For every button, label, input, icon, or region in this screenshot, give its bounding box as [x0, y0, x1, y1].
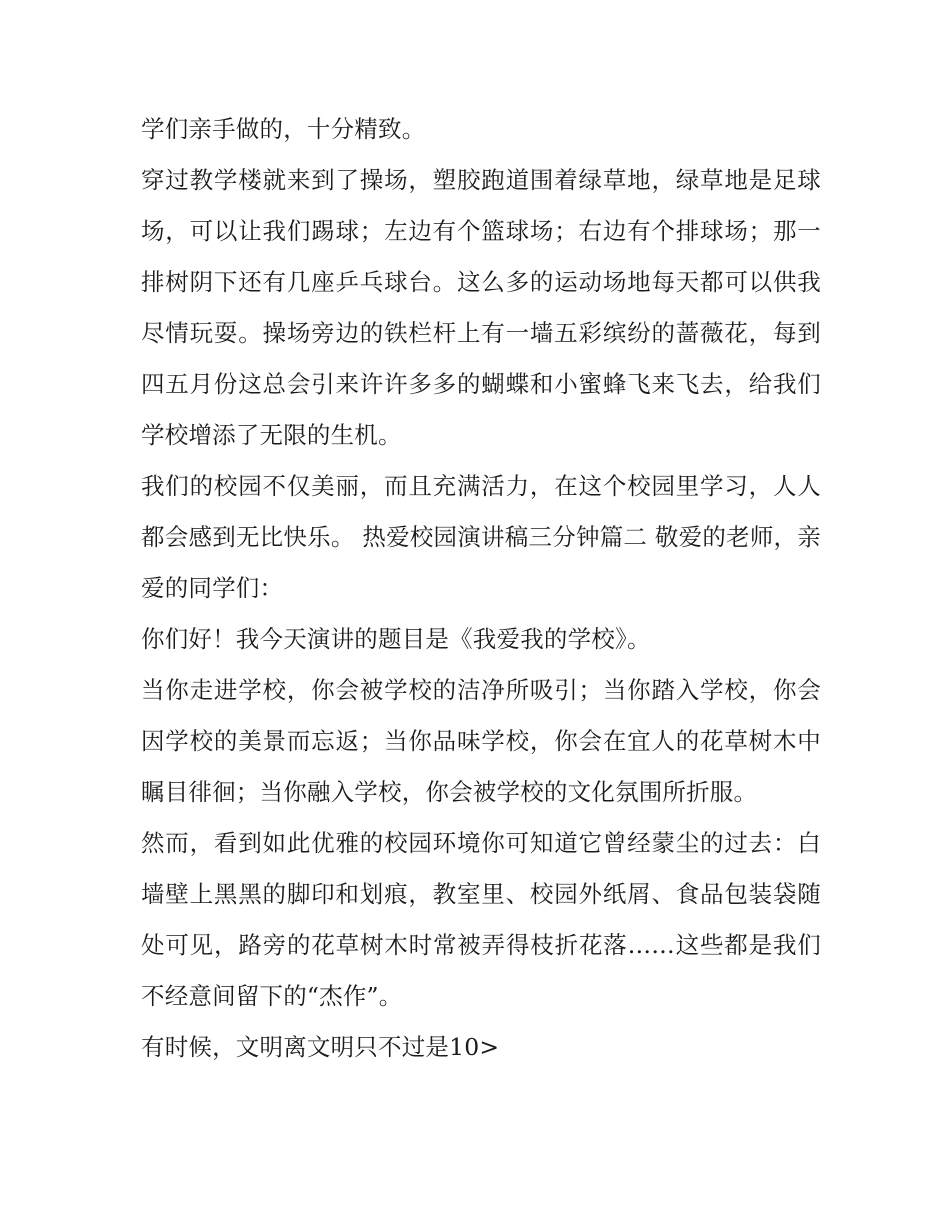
paragraph-3: 我们的校园不仅美丽，而且充满活力，在这个校园里学习，人人都会感到无比快乐。 热爱校园演讲稿三分钟篇二 敬爱的老师，亲爱的同学们： [141, 472, 821, 602]
paragraph-7: 有时候，文明离文明只不过是10> [141, 1033, 500, 1061]
paragraph-1: 学们亲手做的，十分精致。 [141, 115, 426, 143]
paragraph-2: 穿过教学楼就来到了操场，塑胶跑道围着绿草地，绿草地是足球场，可以让我们踢球；左边有个篮球场；右边有个排球场；那一排树阴下还有几座乒乓球台。这么多的运动场地每天都可以供我尽情玩耍。操场旁边的铁栏杆上有一墙五彩缤纷的蔷薇花，每到四五月份这总会引来许许多多的蝴蝶和小蜜蜂飞来飞去，给我们学校增添了无限的生机。 [141, 166, 821, 449]
paragraph-6: 然而，看到如此优雅的校园环境你可知道它曾经蒙尘的过去：白墙壁上黑黑的脚印和划痕，教室里、校园外纸屑、食品包装袋随处可见，路旁的花草树木时常被弄得枝折花落……这些都是我们不经意间留下的“杰作”。 [141, 829, 821, 1010]
document-body [141, 104, 821, 1073]
paragraph-5: 当你走进学校，你会被学校的洁净所吸引；当你踏入学校，你会因学校的美景而忘返；当你品味学校，你会在宜人的花草树木中瞩目徘徊；当你融入学校，你会被学校的文化氛围所折服。 [141, 676, 821, 806]
paragraph-4: 你们好！我今天演讲的题目是《我爱我的学校》。 [141, 625, 651, 653]
